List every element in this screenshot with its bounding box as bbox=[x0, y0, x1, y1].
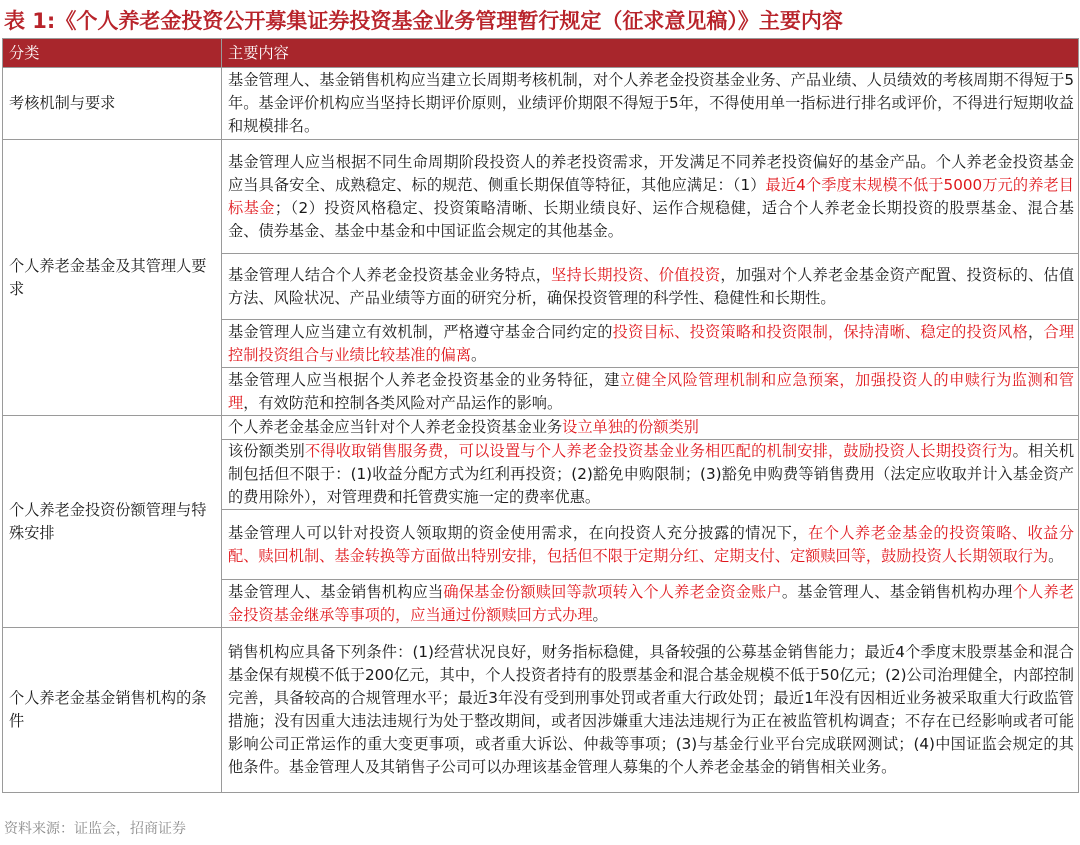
content-text: 。 bbox=[592, 605, 608, 624]
content-text: 基金管理人结合个人养老金投资基金业务特点， bbox=[228, 265, 552, 284]
table-row bbox=[3, 416, 1079, 440]
content-text: ，有效防范和控制各类风险对产品运作的影响。 bbox=[243, 393, 563, 412]
content-text: 销售机构应具备下列条件：(1)经营状况良好，财务指标稳健，具备较强的公募基金销售能力；最近4个季度末股票基金和混合基金保有规模不低于200亿元，其中，个人投资者持有的股票基金和混合基金规模不低于50亿元；(2)公司治理健全，内部控制完善，具备较高的合规管理水平；最近3年没有受到刑事处罚或者重大行政处罚；最近1年没有因相近业务被采取重大行政监管措施；没有因重大违法违规行为处于整改期间，或者因涉嫌重大违法违规行为正在被监管机构调查；不存在已经影响或者可能影响公司正常运作的重大变更事项，或者重大诉讼、仲裁等事项；(3)与基金行业平台完成联网测试；(4)中国证监会规定的其他条件。基金管理人及其销售子公司可以办理该基金管理人募集的个人养老金基金的销售相关业务。 bbox=[228, 643, 1074, 776]
content-cell bbox=[222, 416, 1079, 440]
content-text: 该份额类别 bbox=[228, 442, 305, 460]
source-note: 资料来源：证监会，招商证券 bbox=[4, 821, 186, 837]
header-category: 分类 bbox=[3, 39, 222, 68]
highlighted-text: 在个人养老金基金的投资策略、收益分配、赎回机制、基金转换等方面做出特别安排，包括但不限于定期分红、定期支付、定额赎回等，鼓励投资人长期领取行为 bbox=[228, 523, 1075, 565]
category-cell: 个人养老金基金销售机构的条件 bbox=[3, 628, 222, 793]
content-text: 。 bbox=[471, 345, 487, 364]
table-body bbox=[3, 68, 1079, 793]
table-row bbox=[3, 68, 1079, 140]
rules-table bbox=[2, 38, 1079, 793]
content-text: 基金管理人应当根据个人养老金投资基金的业务特征，建 bbox=[228, 370, 620, 389]
content-text: 基金管理人应当根据不同生命周期阶段投资人的养老投资需求，开发满足不同养老投资偏好的基金产品。个人养老金投资基金应当具备安全、成熟稳定、标的规范、侧重长期保值等特征，其他应满足：（1） bbox=[228, 152, 1074, 194]
content-text: 个人养老金基金应当针对个人养老金投资基金业务 bbox=[228, 418, 563, 436]
content-text: 。基金管理人、基金销售机构办理 bbox=[781, 582, 1013, 601]
content-text: 。相关机制包括但不限于：(1)收益分配方式为红利再投资；(2)豁免申购限制；(3)豁免申购费等销售费用（法定应收取并计入基金资产的费用除外），对管理费和托管费实施一定的费率优惠。 bbox=[228, 442, 1075, 506]
content-text: ， bbox=[1028, 322, 1044, 341]
category-cell: 个人养老金投资份额管理与特殊安排 bbox=[3, 416, 222, 628]
content-cell bbox=[222, 440, 1079, 510]
table-title: 表 1:《个人养老金投资公开募集证券投资基金业务管理暂行规定（征求意见稿）》主要内容 bbox=[4, 9, 843, 33]
content-text: 基金管理人可以针对投资人领取期的资金使用需求，在向投资人充分披露的情况下， bbox=[228, 523, 809, 542]
content-cell bbox=[222, 628, 1079, 793]
header-content: 主要内容 bbox=[222, 39, 1079, 68]
content-text: 基金管理人、基金销售机构应当 bbox=[228, 582, 444, 601]
highlighted-text: 个人养老金投资基金继承等事项的，应当通过份额赎回方式办理 bbox=[228, 582, 1075, 624]
content-cell bbox=[222, 368, 1079, 416]
content-cell bbox=[222, 510, 1079, 580]
highlighted-text: 不得收取销售服务费，可以设置与个人养老金投资基金业务相匹配的机制安排，鼓励投资人长期投资行为 bbox=[304, 442, 1013, 460]
highlighted-text: 确保基金份额赎回等款项转入个人养老金资金账户 bbox=[443, 582, 782, 601]
highlighted-text: 设立单独的份额类别 bbox=[562, 418, 699, 436]
content-text: 。 bbox=[1048, 546, 1064, 565]
content-cell bbox=[222, 254, 1079, 320]
content-text: ，加强对个人养老金基金资产配置、投资标的、估值方法、风险状况、产品业绩等方面的研究分析，确保投资管理的科学性、稳健性和长期性。 bbox=[228, 265, 1075, 307]
content-cell bbox=[222, 140, 1079, 254]
highlighted-text: 投资目标、投资策略和投资限制，保持清晰、稳定的投资风格 bbox=[612, 322, 1029, 341]
highlighted-text: 立健全风险管理机制和应急预案，加强投资人的申赎行为监测和管理 bbox=[228, 370, 1075, 412]
highlighted-text: 合理控制投资组合与业绩比较基准的偏离 bbox=[228, 322, 1075, 364]
content-cell bbox=[222, 68, 1079, 140]
content-cell bbox=[222, 320, 1079, 368]
content-text: 基金管理人、基金销售机构应当建立长周期考核机制，对个人养老金投资基金业务、产品业绩、人员绩效的考核周期不得短于5年。基金评价机构应当坚持长期评价原则，业绩评价期限不得短于5年，不得使用单一指标进行排名或评价，不得进行短期收益和规模排名。 bbox=[228, 71, 1074, 135]
category-cell: 个人养老金基金及其管理人要求 bbox=[3, 140, 222, 416]
table-header-row bbox=[3, 39, 1079, 68]
content-cell bbox=[222, 580, 1079, 628]
table-row bbox=[3, 140, 1079, 254]
category-cell: 考核机制与要求 bbox=[3, 68, 222, 140]
content-text: ；（2）投资风格稳定、投资策略清晰、长期业绩良好、运作合规稳健，适合个人养老金长期投资的股票基金、混合基金、债券基金、基金中基金和中国证监会规定的其他基金。 bbox=[228, 198, 1074, 240]
highlighted-text: 最近4个季度末规模不低于5000万元的养老目标基金 bbox=[228, 175, 1074, 217]
table-row bbox=[3, 628, 1079, 793]
highlighted-text: 坚持长期投资、价值投资 bbox=[551, 265, 721, 284]
content-text: 基金管理人应当建立有效机制，严格遵守基金合同约定的 bbox=[228, 322, 613, 341]
